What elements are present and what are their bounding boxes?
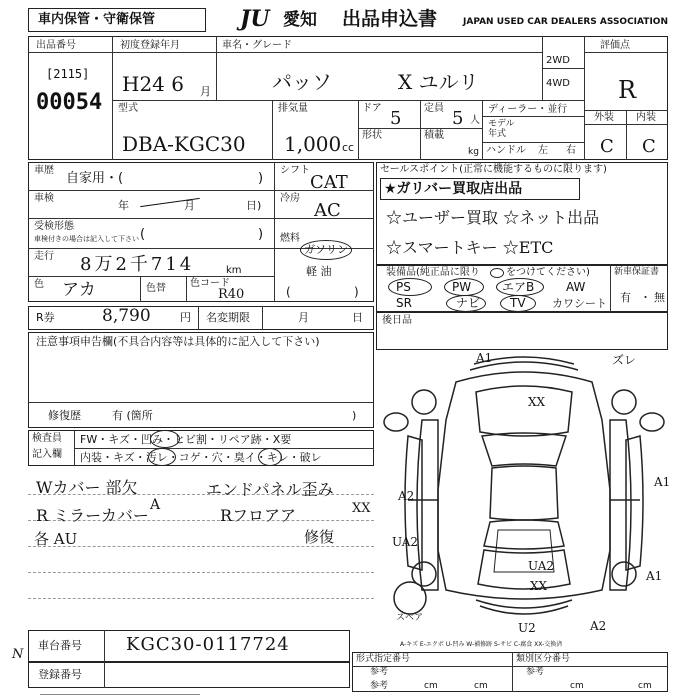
warranty-sep: ・ — [640, 291, 651, 304]
equip-tv-circle — [500, 295, 536, 312]
equip-ps: PS — [396, 280, 411, 294]
km-unit: km — [226, 265, 242, 276]
dmg-xx-rear: XX — [530, 579, 548, 593]
name-change-label: 名変期限 — [206, 311, 250, 324]
lot-sub-number: [2115] — [46, 67, 90, 81]
name-change-day: 日 — [352, 311, 363, 324]
handle-left: 左 — [538, 145, 548, 156]
warranty-no: 無 — [654, 291, 665, 304]
divider — [112, 36, 113, 160]
ref-label-3: 参考 — [370, 681, 389, 691]
registration-value: H24 6 — [122, 72, 184, 96]
color-change-label: 色替 — [146, 283, 166, 294]
usage-label: 車歴 — [34, 165, 54, 176]
mileage-label: 走行 — [34, 251, 54, 262]
usage-value: 自家用・( — [66, 171, 124, 186]
shape-label: 形状 — [362, 130, 382, 141]
ac-label: 冷房 — [280, 193, 300, 204]
car-damage-diagram — [378, 340, 670, 640]
rear-area-label: 後日品 — [382, 315, 412, 326]
repair-label: 修復歴 — [48, 409, 81, 422]
model-name-label: 車名・グレード — [222, 40, 292, 51]
model-specify-label: 形式指定番号 — [356, 654, 411, 664]
note-line-3b: 修復 — [304, 528, 335, 546]
doors-label: ドア — [362, 103, 382, 114]
equip-airbag: エアB — [502, 280, 535, 294]
equip-navi: ナビ — [456, 296, 481, 310]
repair-value: 有 (箇所 — [112, 409, 153, 422]
note-line-1a: Wカバー 部欠 — [36, 478, 138, 497]
shift-label: シフト — [280, 165, 310, 176]
name-change-month: 月 — [298, 311, 309, 324]
selling-line-2: ☆スマートキー ☆ETC — [386, 238, 554, 257]
fuel-label: 燃料 — [280, 233, 300, 244]
inspector-row-2: 内装・キズ・汚レ・コゲ・穴・臭イ・キレ・破レ — [80, 451, 322, 464]
warranty-label: 新車保証書 — [614, 267, 660, 277]
recycle-label: R券 — [36, 311, 55, 324]
form-title: 出品申込書 — [342, 8, 438, 30]
recycle-value: 8,790 — [102, 306, 151, 326]
model-code-label: 型式 — [118, 103, 138, 114]
selling-banner: ★ガリバー買取店出品 — [384, 181, 523, 197]
notes-label: 注意事項申告欄(不具合内容等は具体的に記入して下さい) — [36, 335, 320, 348]
chassis-number: KGC30-0117724 — [126, 634, 290, 655]
model-grade: X ユルリ — [398, 70, 479, 94]
capacity-value: 5 — [452, 108, 464, 129]
capacity-label: 定員 — [424, 103, 444, 114]
ju-logo: JU — [240, 6, 270, 32]
fuel-gas: ガソリン — [304, 243, 348, 256]
mileage-value: 8万2千714 — [80, 254, 195, 275]
dmg-ua2-rear: UA2 — [528, 559, 555, 573]
handle-label: ハンドル — [486, 145, 526, 156]
inspection-day: 日) — [246, 199, 262, 212]
dmg-spare: スペア — [396, 613, 424, 623]
acceptance-paren: ( — [140, 227, 146, 242]
ref-label-1: 参考 — [370, 667, 389, 677]
note-line-3a: 各 AU — [34, 530, 78, 548]
association-name: JAPAN USED CAR DEALERS ASSOCIATION — [463, 17, 668, 27]
fuel-paren-close: ) — [354, 285, 359, 299]
exterior-label: 外装 — [594, 112, 614, 123]
equip-ps-circle — [388, 278, 432, 296]
inspector-mark-1 — [150, 430, 180, 448]
cm-4: cm — [638, 681, 652, 691]
dmg-a1-right-bottom: A1 — [646, 569, 663, 583]
equip-aw: AW — [566, 280, 586, 294]
equip-tv: TV — [510, 296, 526, 310]
ac-value: AC — [314, 200, 341, 221]
recycle-frame — [28, 306, 374, 330]
handle-right: 右 — [566, 145, 576, 156]
rating-value: R — [618, 76, 637, 104]
drive-2wd: 2WD — [546, 55, 570, 66]
fuel-paren-open: ( — [286, 285, 291, 299]
rating-label: 評価点 — [600, 40, 630, 51]
lot-number: 00054 — [36, 90, 103, 115]
inspection-month: 月 — [184, 199, 195, 212]
equip-leather: カワシート — [552, 297, 607, 310]
cm-2: cm — [474, 681, 488, 691]
inspector-row-1: FW・キズ・凹み・ヒビ割・リペア跡・X要 — [80, 433, 292, 446]
color-label: 色 — [34, 279, 44, 290]
model-code: DBA-KGC30 — [122, 132, 246, 156]
interior-label: 内装 — [636, 112, 656, 123]
color-code: R40 — [218, 287, 245, 302]
chassis-label: 車台番号 — [38, 639, 82, 652]
usage-close: ) — [258, 171, 264, 186]
equipment-label-2: をつけてください) — [506, 267, 590, 278]
reg-label: 登録番号 — [38, 668, 82, 681]
kg-unit: kg — [468, 147, 479, 157]
dmg-xx-roof: XX — [528, 395, 546, 409]
model-name: パッソ — [272, 70, 332, 94]
registration-label: 初度登録年月 — [120, 40, 180, 51]
category-label: 類別区分番号 — [516, 654, 571, 664]
dmg-ua2-left: UA2 — [392, 535, 419, 549]
doors-value: 5 — [390, 108, 402, 129]
dmg-zure: ズレ — [612, 353, 637, 367]
side-mark: N — [12, 647, 24, 662]
dmg-a2-bottom: A2 — [590, 619, 607, 633]
cm-1: cm — [424, 681, 438, 691]
note-line-1b: A — [150, 497, 161, 513]
fuel-diesel: 軽 油 — [306, 265, 332, 278]
load-label: 積載 — [424, 130, 444, 141]
note-line-2a: R ミラーカバー — [36, 506, 149, 525]
acceptance-label: 受検形態 — [34, 221, 74, 232]
repair-close: ) — [352, 409, 357, 422]
damage-legend: A-キズ E-エクボ U-凹み W-補修跡 S-サビ C-腐食 XX-交換済 — [400, 641, 563, 648]
equipment-label: 装備品(純正品に限り — [386, 267, 480, 278]
selling-points-label: セールスポイント(正常に機能するものに限ります) — [380, 164, 607, 175]
dmg-a2-left: A2 — [398, 489, 415, 503]
acceptance-note: 車検付きの場合は記入して下さい — [34, 235, 139, 243]
equip-pw-circle — [444, 278, 484, 296]
inspector-mark-2 — [148, 448, 176, 466]
selling-line-1: ☆ユーザー買取 ☆ネット出品 — [386, 208, 600, 227]
dmg-u2: U2 — [518, 621, 536, 635]
inspection-label: 車検 — [34, 193, 54, 204]
cc-unit: cc — [342, 141, 355, 154]
dealer-label: ディーラー・並行 — [488, 104, 568, 115]
displacement-label: 排気量 — [278, 103, 308, 114]
inspector-label-2: 記入欄 — [32, 449, 62, 460]
recycle-yen: 円 — [180, 311, 191, 324]
equipment-mark-circle — [490, 268, 504, 278]
displacement-value: 1,000 — [284, 132, 342, 156]
ref-label-2: 参考 — [526, 667, 545, 677]
cm-3: cm — [570, 681, 584, 691]
note-line-1d: XX — [352, 501, 371, 516]
note-line-1c: エンドパネル歪み — [206, 480, 334, 499]
dmg-a1-right-top: A1 — [654, 475, 671, 489]
inspection-year: 年 — [118, 199, 129, 212]
equip-sr: SR — [396, 296, 412, 310]
org-name: 愛知 — [283, 10, 317, 30]
inspector-mark-3 — [258, 448, 282, 466]
storage-note: 車内保管・守衛保管 — [38, 12, 156, 27]
shift-value: CAT — [310, 172, 348, 193]
equip-navi-circle — [446, 295, 486, 312]
warranty-yes: 有 — [620, 291, 631, 304]
drive-4wd: 4WD — [546, 78, 570, 89]
capacity-unit: 人 — [470, 115, 480, 126]
registration-month-unit: 月 — [200, 85, 211, 98]
model-year-label: モデル年式 — [488, 119, 515, 139]
dmg-a1-top: A1 — [476, 351, 493, 365]
interior-grade: C — [642, 136, 656, 157]
exterior-grade: C — [600, 136, 614, 157]
note-line-2b: Rフロアア — [220, 506, 297, 525]
color-code-label: 色コード — [190, 278, 230, 289]
color-value: アカ — [62, 280, 96, 300]
lot-label: 出品番号 — [36, 40, 76, 51]
equip-pw: PW — [452, 280, 472, 294]
acceptance-close: ) — [258, 227, 264, 242]
equip-airbag-circle — [496, 278, 544, 296]
inspector-label-1: 検査員 — [32, 433, 62, 444]
